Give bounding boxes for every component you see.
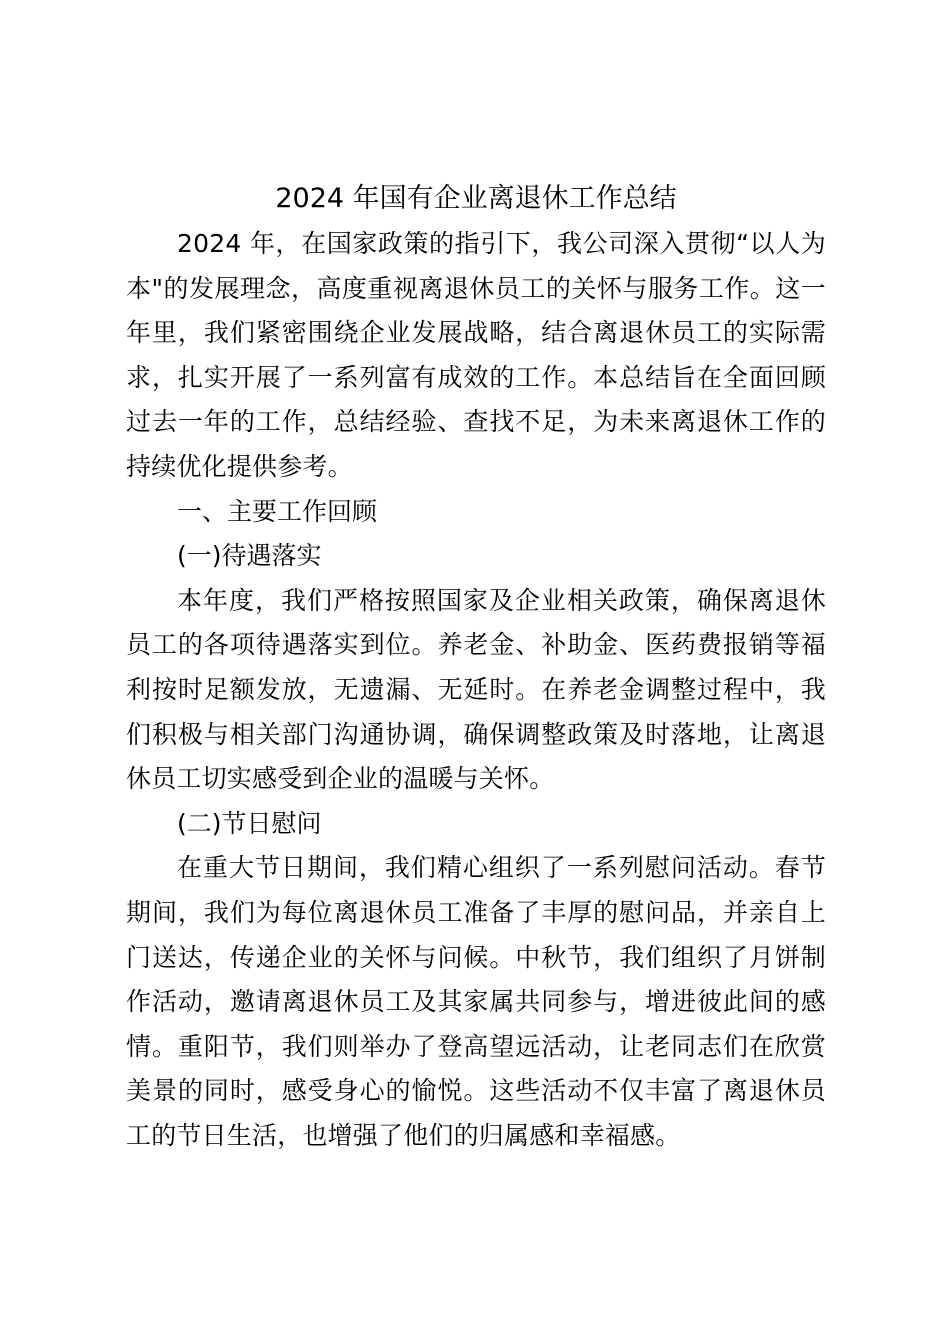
document-page bbox=[126, 176, 826, 1158]
holiday-visits-paragraph: 在重大节日期间，我们精心组织了一系列慰问活动。春节期间，我们为每位离退休员工准备了丰厚的慰问品，并亲自上门送达，传递企业的关怀与问候。中秋节，我们组织了月饼制作活动，邀请离退休员工及其家属共同参与，增进彼此间的感情。重阳节，我们则举办了登高望远活动，让老同志们在欣赏美景的同时，感受身心的愉悦。这些活动不仅丰富了离退休员工的节日生活，也增强了他们的归属感和幸福感。 bbox=[126, 853, 826, 1150]
subsection-heading-benefits: (一)待遇落实 bbox=[177, 541, 322, 571]
benefits-paragraph: 本年度，我们严格按照国家及企业相关政策，确保离退休员工的各项待遇落实到位。养老金、补助金、医药费报销等福利按时足额发放，无遗漏、无延时。在养老金调整过程中，我们积极与相关部门沟通协调，确保调整政策及时落地，让离退休员工切实感受到企业的温暖与关怀。 bbox=[126, 585, 826, 794]
subsection-heading-holiday-visits: (二)节日慰问 bbox=[177, 808, 322, 838]
intro-paragraph: 2024 年，在国家政策的指引下，我公司深入贯彻“以人为本"的发展理念，高度重视离退休员工的关怀与服务工作。这一年里，我们紧密围绕企业发展战略，结合离退休员工的实际需求，扎实开展了一系列富有成效的工作。本总结旨在全面回顾过去一年的工作，总结经验、查找不足，为未来离退休工作的持续优化提供参考。 bbox=[126, 229, 826, 481]
document-title: 2024 年国有企业离退休工作总结 bbox=[275, 183, 677, 214]
section-heading-main-work: 一、主要工作回顾 bbox=[177, 496, 378, 526]
